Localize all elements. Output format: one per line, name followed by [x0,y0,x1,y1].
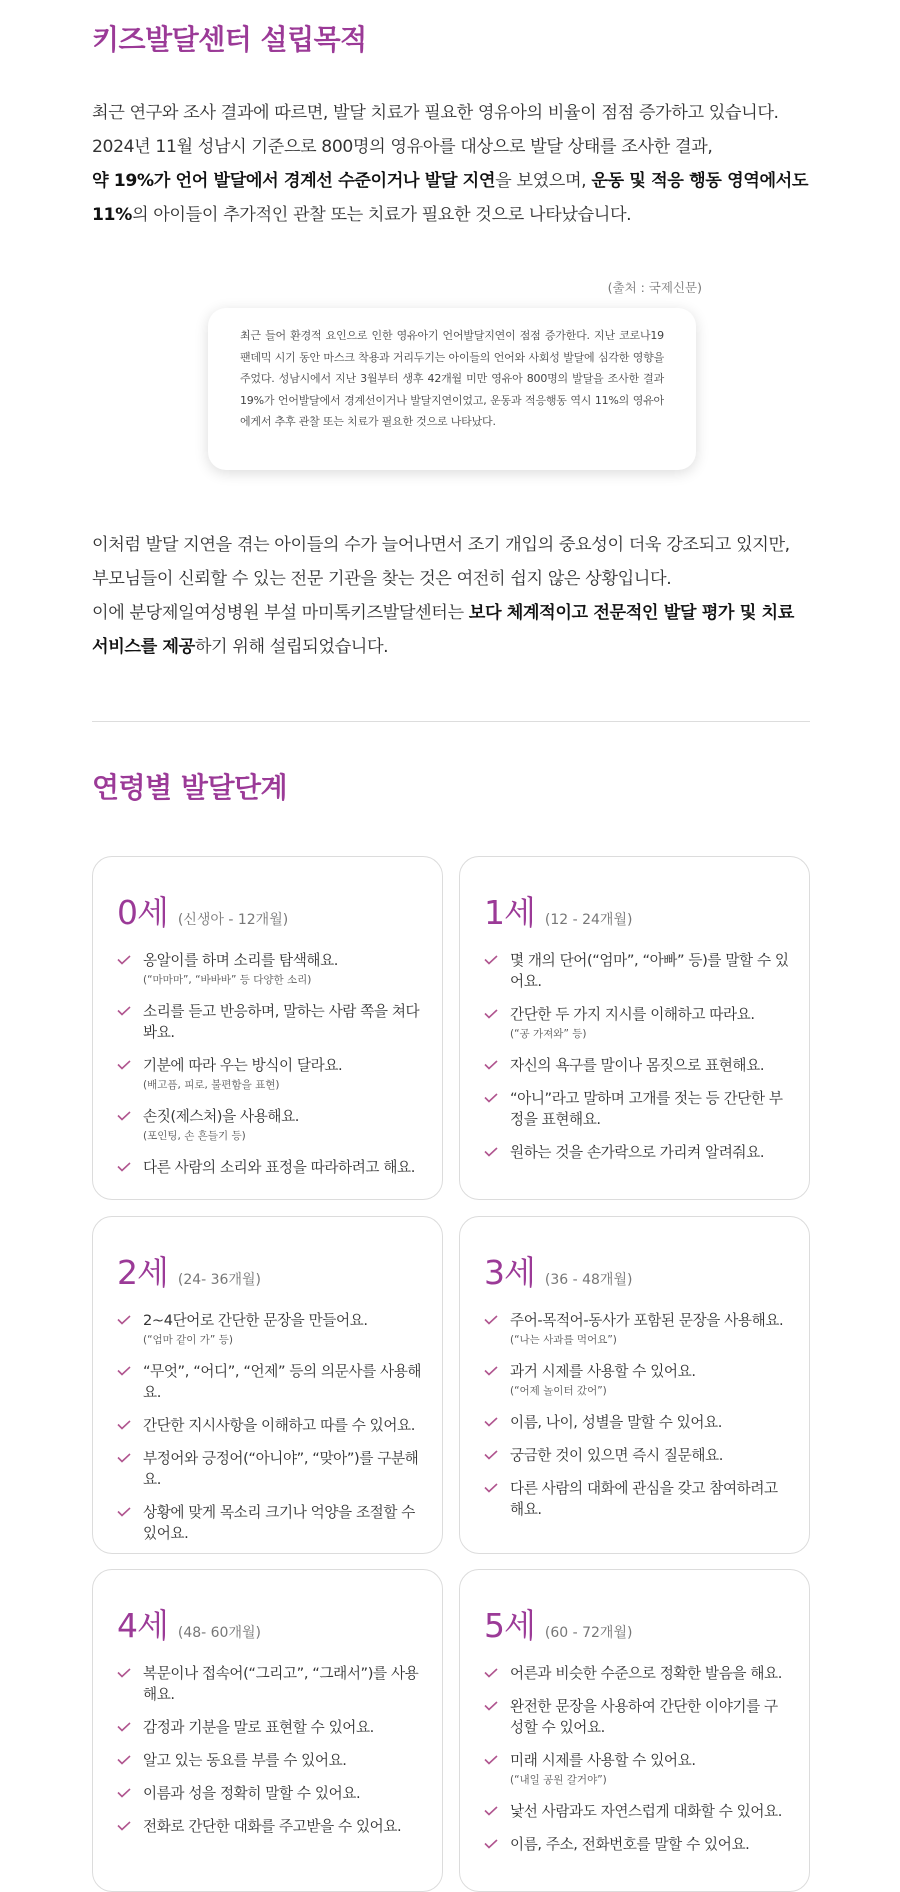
milestone-item [117,1055,424,1094]
stage-card-header [117,887,424,934]
checkmark-icon [484,1142,510,1162]
milestone-item [484,950,791,992]
milestone-content [143,1663,424,1705]
intro-emphasis: 보다 체계적이고 전문적인 발달 평가 및 치료 [468,603,794,623]
checkmark-icon [117,1717,143,1737]
milestone-item [117,1750,424,1771]
milestone-text: “아니”라고 말하며 고개를 젓는 등 간단한 부정을 표현해요. [510,1090,783,1128]
milestone-content [510,1142,764,1163]
milestone-item [484,1055,791,1076]
milestone-item [117,1502,424,1544]
milestone-text: “무엇”, “어디”, “언제” 등의 의문사를 사용해요. [143,1363,422,1401]
milestone-content [143,1106,299,1145]
milestone-text: 간단한 두 가지 지시를 이해하고 따라요. [510,1006,755,1023]
intro-line [92,630,822,664]
intro-line [92,596,822,630]
milestone-content [510,1834,749,1855]
intro-paragraph [92,96,822,232]
intro-line [92,164,822,198]
milestone-content [510,1004,755,1043]
milestone-text: 알고 있는 동요를 부를 수 있어요. [143,1752,347,1769]
checkmark-icon [117,1663,143,1683]
milestone-text: 이름과 성을 정확히 말할 수 있어요. [143,1785,361,1802]
checkmark-icon [117,1361,143,1381]
stage-age-range: (24- 36개월) [177,1272,261,1288]
milestone-text: 다른 사람의 대화에 관심을 갖고 참여하려고 해요. [510,1480,778,1518]
milestone-list [117,950,424,1178]
milestone-text: 어른과 비슷한 수준으로 정확한 발음을 해요. [510,1665,782,1682]
checkmark-icon [484,1696,510,1716]
milestone-item [484,1696,791,1738]
stage-age-range: (60 - 72개월) [544,1625,633,1641]
checkmark-icon [484,950,510,970]
milestone-example: (“마마마”, “바바바” 등 다양한 소리) [143,974,312,986]
checkmark-icon [484,1663,510,1683]
checkmark-icon [484,1361,510,1381]
stage-age: 4세 [117,1606,168,1645]
milestone-content [510,1412,722,1433]
checkmark-icon [117,1816,143,1836]
milestone-list [117,1310,424,1544]
milestone-example: (“나는 사과를 먹어요”) [510,1334,617,1346]
milestone-item [117,1816,424,1837]
milestone-item [117,1663,424,1705]
checkmark-icon [484,1310,510,1330]
milestone-content [143,1001,424,1043]
milestone-item [484,1663,791,1684]
milestone-example: (“내일 공원 갈거야”) [510,1774,607,1786]
intro-text: 이에 분당제일여성병원 부설 마미톡키즈발달센터는 [92,603,469,623]
milestone-text: 옹알이를 하며 소리를 탐색해요. [143,952,339,969]
stage-card [92,1216,443,1554]
checkmark-icon [117,1502,143,1522]
milestone-item [484,1088,791,1130]
checkmark-icon [117,1448,143,1468]
milestone-item [117,1001,424,1043]
milestone-item [484,1750,791,1789]
checkmark-icon [117,1783,143,1803]
milestone-item [117,1106,424,1145]
checkmark-icon [117,1055,143,1075]
milestone-content [143,1783,360,1804]
milestone-text: 부정어와 긍정어(“아니야”, “맞아”)를 구분해요. [143,1450,419,1488]
milestone-content [510,1696,791,1738]
milestone-text: 낯선 사람과도 자연스럽게 대화할 수 있어요. [510,1803,782,1820]
milestone-text: 손짓(제스처)을 사용해요. [143,1108,300,1125]
milestone-text: 몇 개의 단어(“엄마”, “아빠” 등)를 말할 수 있어요. [510,952,789,990]
intro-text: 의 아이들이 추가적인 관찰 또는 치료가 필요한 것으로 나타났습니다. [131,205,632,225]
milestone-item [117,950,424,989]
milestone-list [484,1310,791,1520]
stage-card-header [484,1247,791,1294]
milestone-text: 간단한 지시사항을 이해하고 따를 수 있어요. [143,1417,415,1434]
stage-age: 0세 [117,893,168,932]
checkmark-icon [484,1750,510,1770]
stage-card [459,856,810,1200]
milestone-content [143,1415,415,1436]
checkmark-icon [117,1001,143,1021]
milestone-content [143,1361,424,1403]
checkmark-icon [117,1157,143,1177]
stage-age: 1세 [484,893,535,932]
milestone-item [484,1478,791,1520]
milestone-item [117,1415,424,1436]
milestone-example: (포인팅, 손 흔들기 등) [143,1130,246,1142]
milestone-content [143,1055,342,1094]
milestone-text: 완전한 문장을 사용하여 간단한 이야기를 구성할 수 있어요. [510,1698,778,1736]
milestone-content [510,1478,791,1520]
checkmark-icon [117,1310,143,1330]
milestone-text: 전화로 간단한 대화를 주고받을 수 있어요. [143,1818,402,1835]
milestone-item [117,1448,424,1490]
stage-age-range: (신생아 - 12개월) [177,912,289,928]
milestone-text: 복문이나 접속어(“그리고”, “그래서”)를 사용해요. [143,1665,419,1703]
intro-text: 하기 위해 설립되었습니다. [194,637,389,657]
milestone-text: 소리를 듣고 반응하며, 말하는 사람 쪽을 쳐다봐요. [143,1003,420,1041]
milestone-example: (“엄마 같이 가” 등) [143,1334,233,1346]
checkmark-icon [484,1445,510,1465]
milestone-content [143,1717,374,1738]
milestone-content [510,1801,782,1822]
milestone-content [510,1663,782,1684]
milestone-text: 미래 시제를 사용할 수 있어요. [510,1752,696,1769]
milestone-content [510,1445,723,1466]
checkmark-icon [484,1004,510,1024]
milestone-text: 원하는 것을 손가락으로 가리켜 알려줘요. [510,1144,765,1161]
milestone-example: (배고픔, 피로, 불편함을 표현) [143,1079,280,1091]
milestone-item [484,1801,791,1822]
milestone-content [143,1310,368,1349]
milestone-content [143,1157,415,1178]
stage-card-header [117,1600,424,1647]
milestone-item [117,1157,424,1178]
source-note: (출처 : 국제신문) [607,280,702,295]
stage-age-range: (12 - 24개월) [544,912,633,928]
milestone-text: 과거 시제를 사용할 수 있어요. [510,1363,696,1380]
checkmark-icon [484,1055,510,1075]
checkmark-icon [484,1801,510,1821]
intro-emphasis: 약 19%가 언어 발달에서 경계선 수준이거나 발달 지연 [92,171,496,191]
checkmark-icon [484,1834,510,1854]
milestone-content [510,1310,783,1349]
milestone-item [117,1783,424,1804]
milestone-text: 이름, 나이, 성별을 말할 수 있어요. [510,1414,722,1431]
intro-line [92,198,822,232]
stage-card [459,1216,810,1554]
intro-line: 이처럼 발달 지연을 겪는 아이들의 수가 늘어나면서 조기 개입의 중요성이 더욱 강조되고 있지만, [92,535,790,555]
section-divider [92,721,810,722]
intro-line: 부모님들이 신뢰할 수 있는 전문 기관을 찾는 것은 여전히 쉽지 않은 상황입니다. [92,569,672,589]
intro-emphasis: 11% [92,205,132,225]
stage-age: 5세 [484,1606,535,1645]
checkmark-icon [484,1478,510,1498]
milestone-content [143,1448,424,1490]
milestone-content [143,1816,401,1837]
intro-emphasis: 운동 및 적응 행동 영역에서도 [591,171,809,191]
milestone-content [510,950,791,992]
stage-card [92,1569,443,1892]
milestone-list [117,1663,424,1837]
checkmark-icon [117,1750,143,1770]
checkmark-icon [484,1088,510,1108]
milestone-item [117,1717,424,1738]
milestone-text: 궁금한 것이 있으면 즉시 질문해요. [510,1447,723,1464]
stage-card-header [484,887,791,934]
stage-age: 2세 [117,1253,168,1292]
milestone-content [143,1502,424,1544]
milestone-item [484,1445,791,1466]
intro-line: 2024년 11월 성남시 기준으로 800명의 영유아를 대상으로 발달 상태를 조사한 결과, [92,137,713,157]
intro-paragraph-2 [92,528,822,664]
stage-card-header [117,1247,424,1294]
checkmark-icon [117,950,143,970]
milestone-item [484,1310,791,1349]
milestone-text: 기분에 따라 우는 방식이 달라요. [143,1057,343,1074]
checkmark-icon [117,1415,143,1435]
milestone-item [484,1361,791,1400]
milestone-list [484,950,791,1163]
stage-card-header [484,1600,791,1647]
milestone-item [484,1004,791,1043]
stage-age: 3세 [484,1253,535,1292]
milestone-content [510,1750,696,1789]
milestone-text: 감정과 기분을 말로 표현할 수 있어요. [143,1719,374,1736]
milestone-item [484,1834,791,1855]
stage-card [92,856,443,1200]
milestone-text: 상황에 맞게 목소리 크기나 억양을 조절할 수 있어요. [143,1504,415,1542]
intro-emphasis: 서비스를 제공 [92,637,195,657]
milestone-item [117,1310,424,1349]
stage-age-range: (48- 60개월) [177,1625,261,1641]
milestone-content [143,950,338,989]
milestone-item [484,1412,791,1433]
section-title-purpose: 키즈발달센터 설립목적 [92,23,367,56]
checkmark-icon [484,1412,510,1432]
milestone-text: 주어-목적어-동사가 포함된 문장을 사용해요. [510,1312,784,1329]
stage-age-range: (36 - 48개월) [544,1272,633,1288]
milestone-text: 다른 사람의 소리와 표정을 따라하려고 해요. [143,1159,415,1176]
milestone-content [143,1750,347,1771]
milestone-example: (“공 가져와” 등) [510,1028,587,1040]
checkmark-icon [117,1106,143,1126]
milestone-content [510,1088,791,1130]
milestone-item [484,1142,791,1163]
milestone-text: 이름, 주소, 전화번호를 말할 수 있어요. [510,1836,750,1853]
milestone-list [484,1663,791,1855]
stage-card [459,1569,810,1892]
milestone-item [117,1361,424,1403]
milestone-content [510,1055,764,1076]
milestone-text: 2~4단어로 간단한 문장을 만들어요. [143,1312,368,1329]
intro-line: 최근 연구와 조사 결과에 따르면, 발달 치료가 필요한 영유아의 비율이 점점 증가하고 있습니다. [92,103,779,123]
intro-text: 을 보였으며, [495,171,592,191]
milestone-text: 자신의 욕구를 말이나 몸짓으로 표현해요. [510,1057,765,1074]
news-quote-card: 최근 들어 환경적 요인으로 인한 영유아기 언어발달지연이 점점 증가한다. 지난 코로나19 팬데믹 시기 동안 마스크 착용과 거리두기는 아이들의 언어와 사회성 발달에 심각한 영향을 주었다. 성남시에서 지난 3월부터 생후 42개월 미만 영유아 800명의 발달을 조사한 결과 19%가 언어발달에서 경계선이거나 발달지연이었고, 운동과 적응행동 역시 11%의 영유아에게서 추후 관찰 또는 치료가 필요한 것으로 나타났다. [208,308,696,470]
milestone-example: (“어제 놀이터 갔어”) [510,1385,607,1397]
milestone-content [510,1361,696,1400]
section-title-stages: 연령별 발달단계 [92,771,288,804]
